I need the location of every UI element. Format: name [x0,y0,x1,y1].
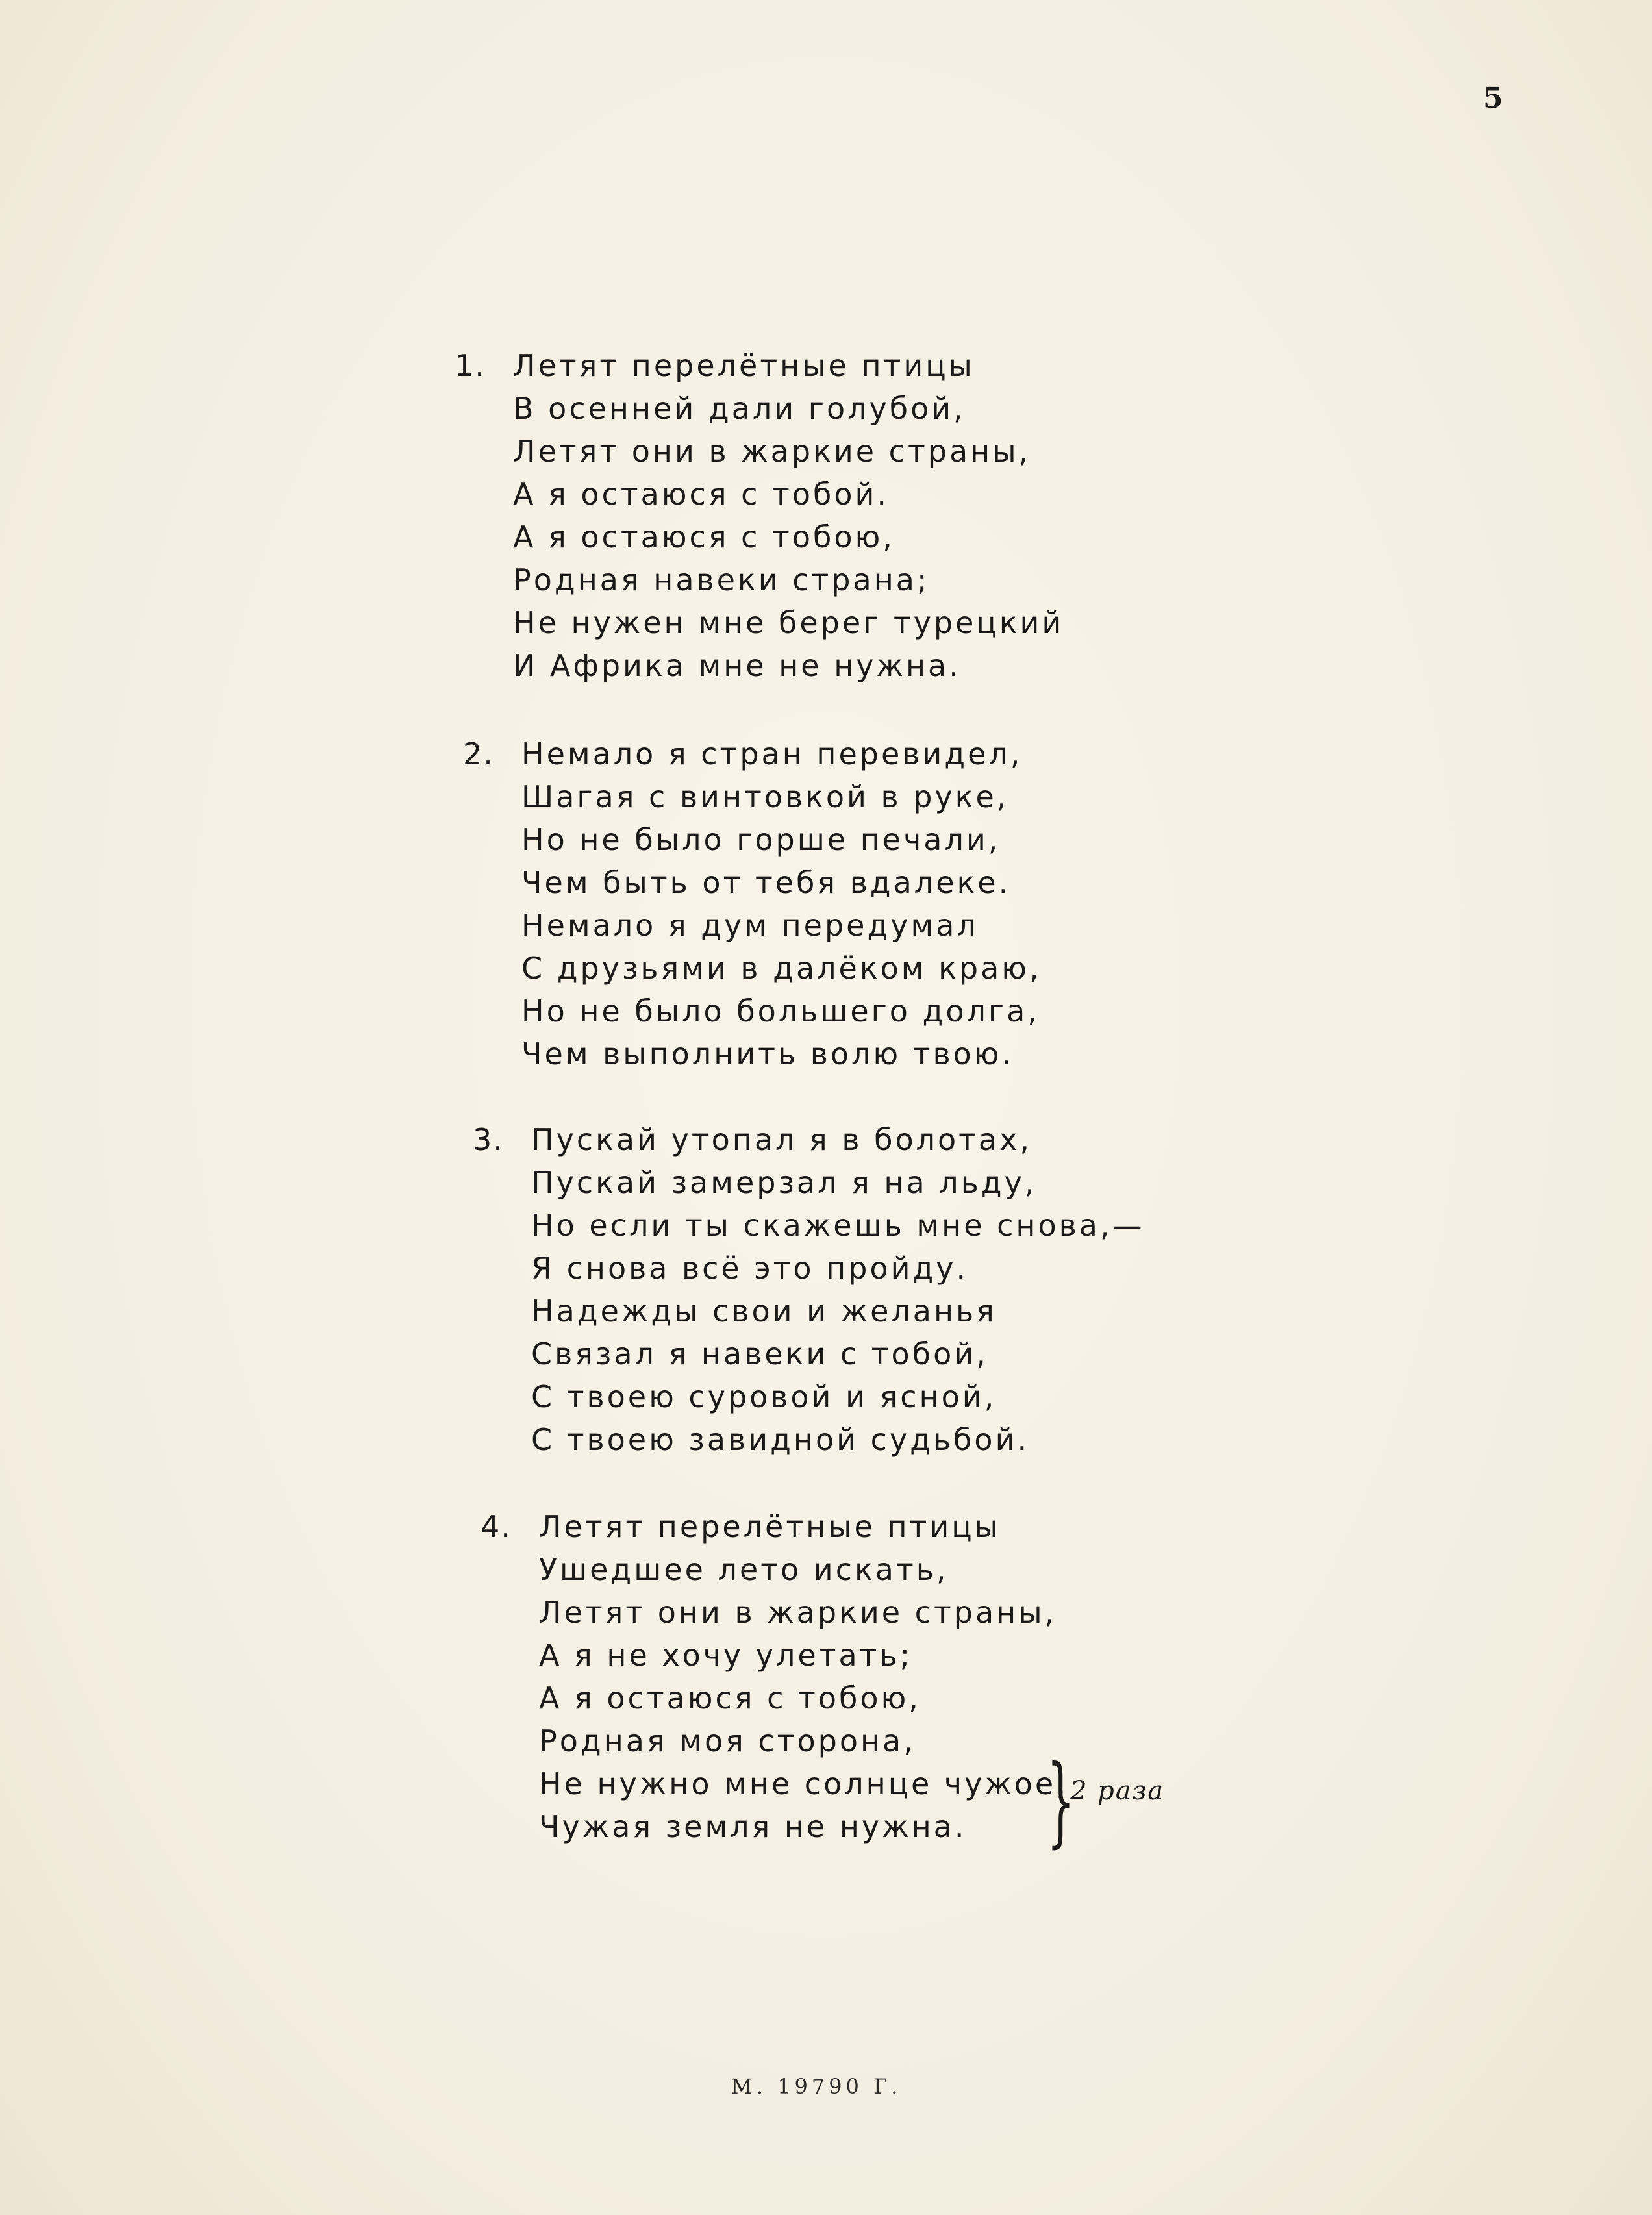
verse-line: Я снова всё это пройду. [531,1251,969,1286]
verse-line: С твоею суровой и ясной, [531,1379,997,1414]
stanza-number: 2. [463,736,494,771]
verse-line: Родная моя сторона, [539,1723,916,1758]
page-number: 5 [1483,82,1503,115]
stanza-lines [521,732,1042,1075]
verse-line: А я остаюся с тобою, [539,1681,921,1716]
repeat-note: 2 раза [1070,1776,1165,1806]
verse-line: Летят они в жаркие страны, [513,434,1031,469]
verse-line: Связал я навеки с тобой, [531,1336,988,1371]
verse-line: А я не хочу улетать; [539,1638,913,1673]
stanza-number: 3. [473,1122,504,1157]
stanza-lines [531,1118,1145,1461]
verse-line: А я остаюся с тобою, [513,519,895,555]
verse-line: Надежды свои и желанья [531,1294,997,1329]
verse-line: Не нужен мне берег турецкий [513,605,1064,640]
verse-line: С друзьями в далёком краю, [521,951,1042,986]
verse-line: Но не было большего долга, [521,994,1040,1029]
verse-line: Не нужно мне солнце чужое, [539,1766,1068,1801]
stanza-number: 1. [455,348,486,383]
verse-line: А я остаюся с тобой. [513,477,889,512]
verse-line: Летят перелётные птицы [513,348,975,383]
verse-line: И Африка мне не нужна. [513,648,961,683]
stanza-lines [539,1505,1068,1848]
stanza-number: 4. [481,1509,512,1544]
verse-line: Чем быть от тебя вдалеке. [521,865,1011,900]
verse-line: Шагая с винтовкой в руке, [521,779,1009,814]
verse-line: Немало я стран перевидел, [521,736,1023,771]
verse-line: Чем выполнить волю твою. [521,1036,1014,1071]
catalog-number: М. 19790 Г. [731,2074,902,2099]
verse-line: С твоею завидной судьбой. [531,1422,1030,1457]
verse-line: Чужая земля не нужна. [539,1809,967,1844]
verse-line: Пускай утопал я в болотах, [531,1122,1032,1157]
verse-line: Летят перелётные птицы [539,1509,1001,1544]
verse-line: Но если ты скажешь мне снова,— [531,1208,1145,1243]
verse-line: Летят они в жаркие страны, [539,1595,1057,1630]
verse-line: Родная навеки страна; [513,562,930,597]
repeat-brace-icon: } [1047,1745,1075,1858]
verse-line: Пускай замерзал я на льду, [531,1165,1037,1200]
verse-line: Но не было горше печали, [521,822,1001,857]
stanza-lines [513,344,1064,687]
verse-line: Немало я дум передумал [521,908,979,943]
verse-line: В осенней дали голубой, [513,391,966,426]
verse-line: Ушедшее лето искать, [539,1552,949,1587]
